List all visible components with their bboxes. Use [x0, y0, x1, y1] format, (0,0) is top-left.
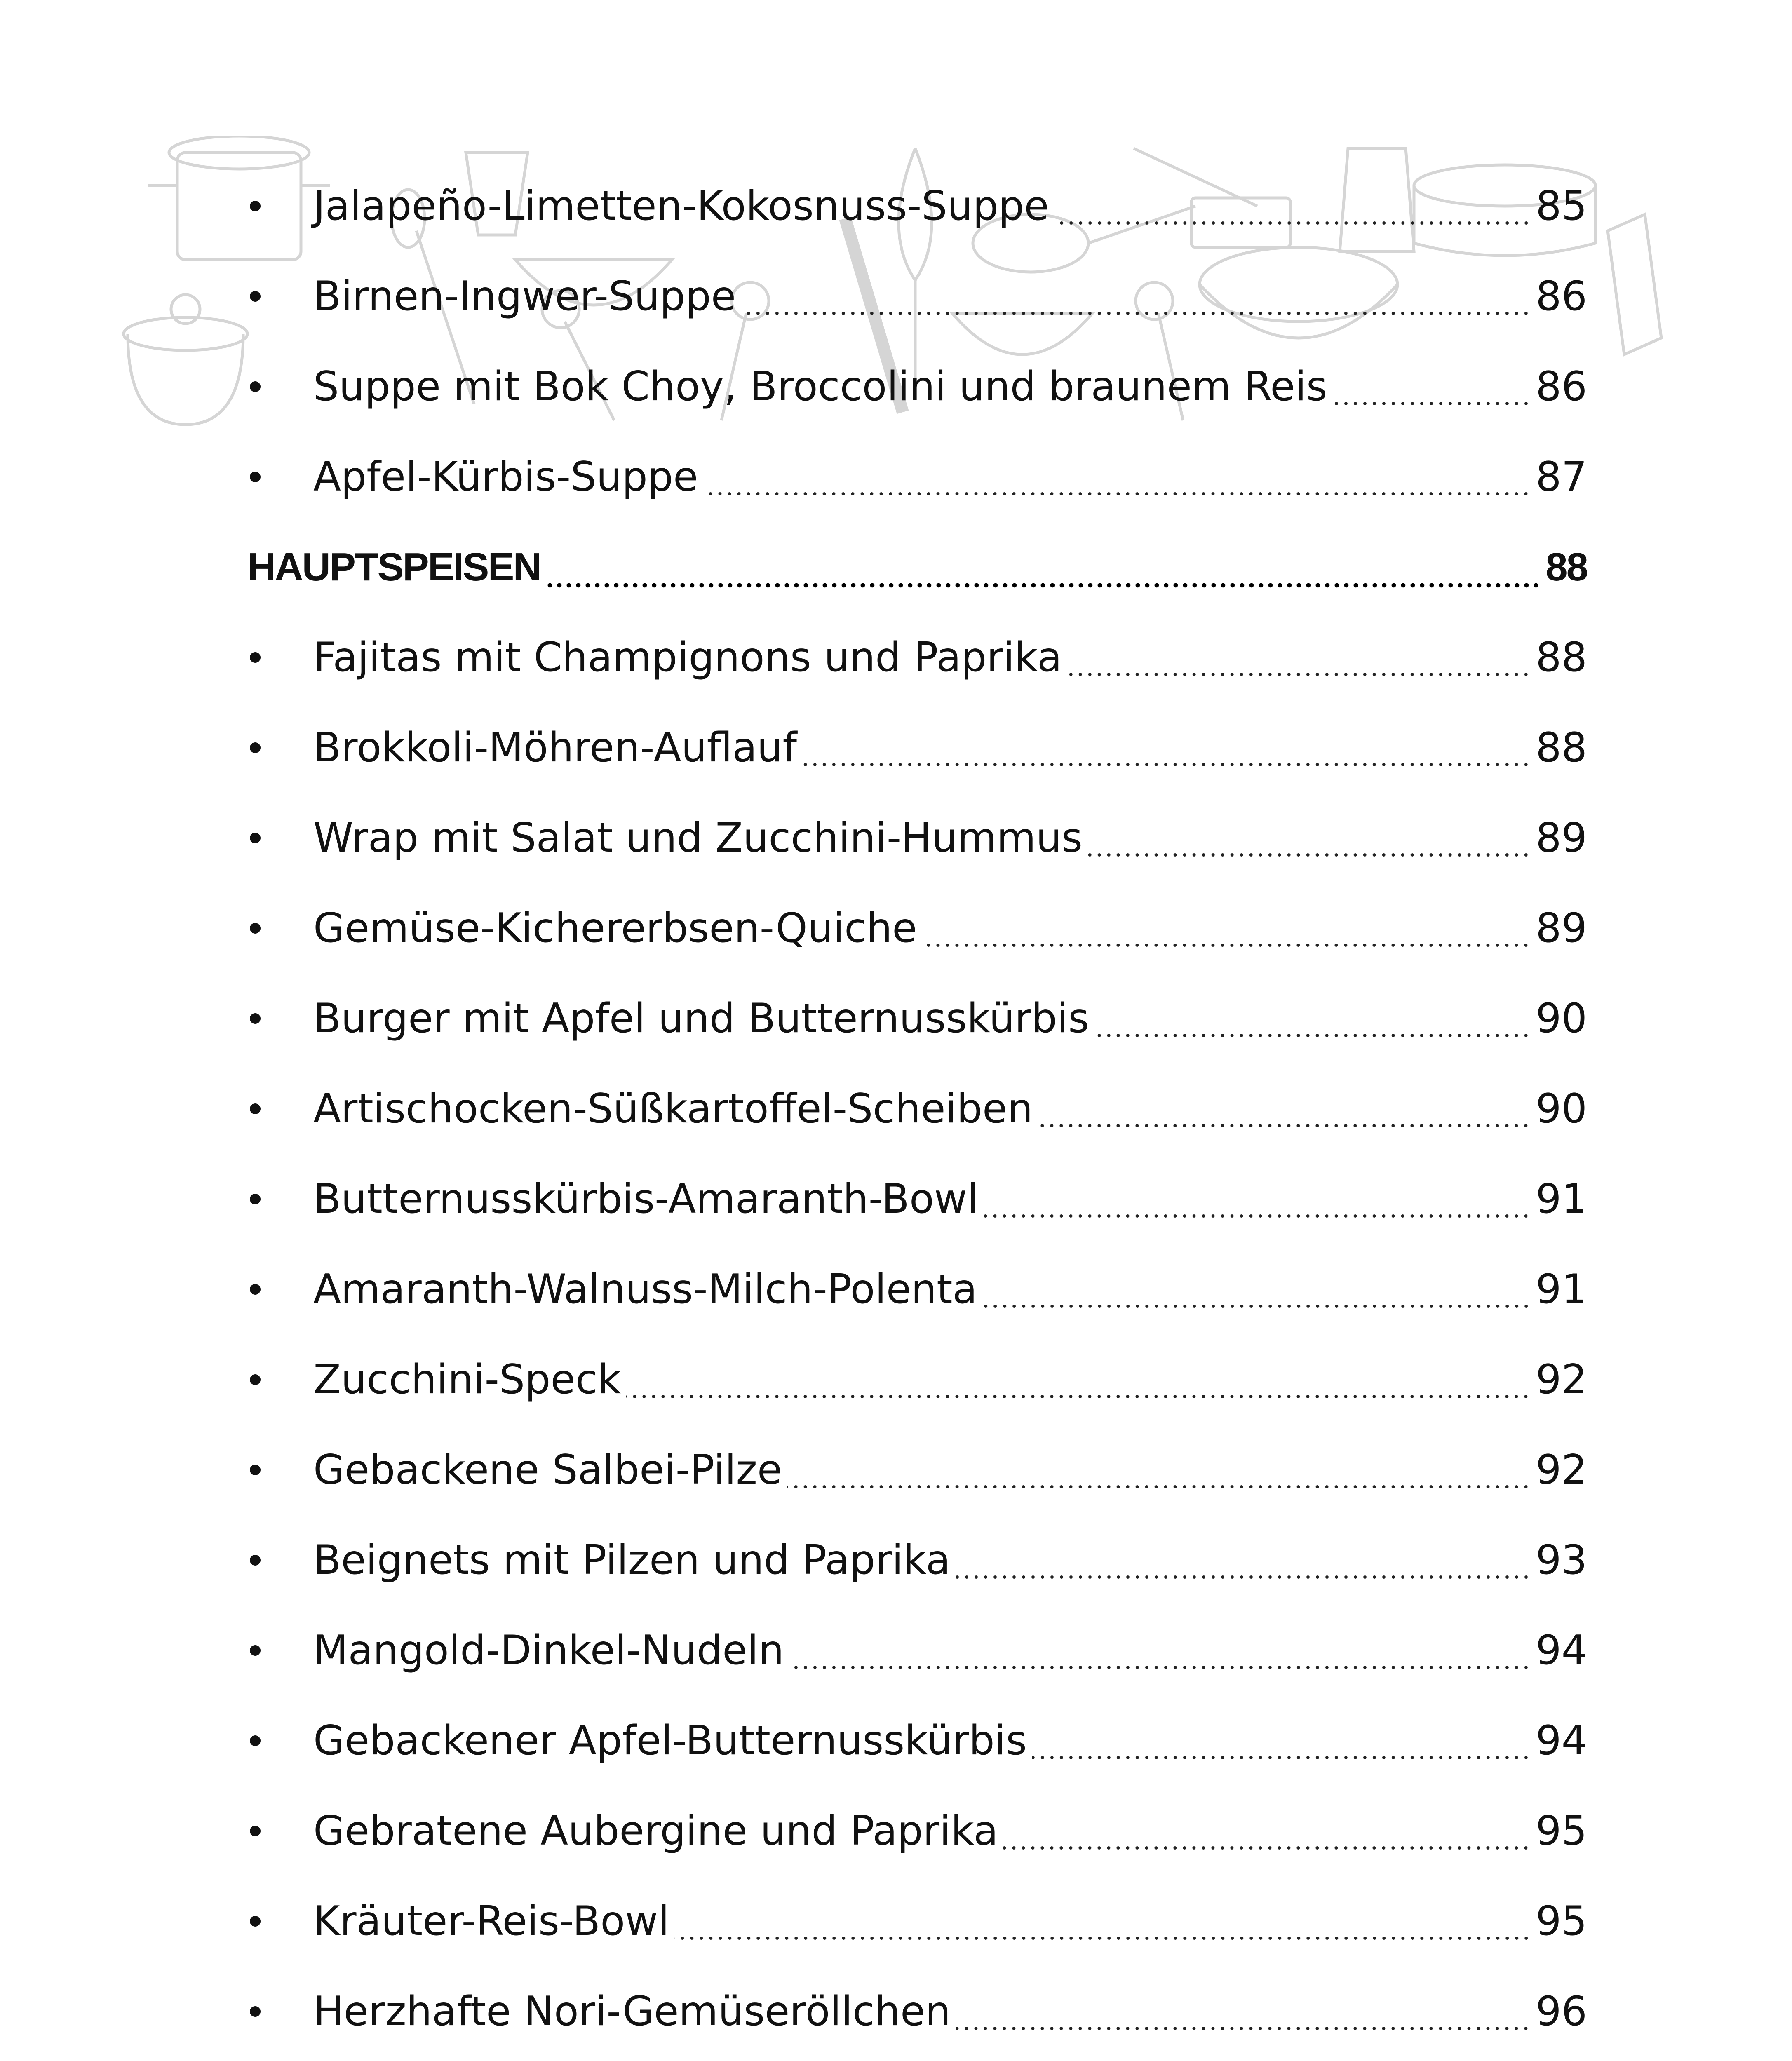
toc-entry[interactable] [247, 341, 1587, 432]
toc-entry[interactable] [247, 1154, 1587, 1244]
toc-entry[interactable] [247, 1695, 1587, 1786]
bullet-icon [250, 1645, 261, 1656]
bullet-icon [250, 1013, 261, 1024]
toc-entry[interactable] [247, 1515, 1587, 1605]
toc-entry[interactable] [247, 793, 1587, 883]
bullet-icon [250, 742, 261, 753]
bullet-icon [250, 1555, 261, 1566]
entry-title: Artischocken-Süßkartoffel-Scheiben [313, 1085, 1033, 1132]
page-number: 91 [1536, 1175, 1587, 1223]
dot-leader [741, 311, 1531, 316]
entry-title: Amaranth-Walnuss-Milch-Polenta [313, 1265, 977, 1313]
page-number: 90 [1536, 1085, 1587, 1132]
page-number: 89 [1536, 904, 1587, 952]
page-number: 91 [1536, 1265, 1587, 1313]
dot-leader [1038, 1123, 1531, 1128]
bullet-icon [250, 833, 261, 843]
dot-leader [626, 1394, 1531, 1399]
toc-entry[interactable] [247, 1966, 1587, 2056]
section-title: HAUPTSPEISEN [247, 545, 540, 589]
bullet-icon [250, 923, 261, 934]
bullet-icon [250, 381, 261, 392]
bullet-icon [250, 201, 261, 211]
entry-title: Mangold-Dinkel-Nudeln [313, 1627, 784, 1674]
entry-title: Herzhafte Nori-Gemüseröllchen [313, 1988, 951, 2035]
entry-title: Kräuter-Reis-Bowl [313, 1897, 669, 1945]
page-number: 89 [1536, 814, 1587, 861]
entry-title: Suppe mit Bok Choy, Broccolini und braunem Reis [313, 363, 1327, 410]
bullet-icon [250, 291, 261, 302]
dot-leader [1094, 1033, 1531, 1038]
entry-title: Gemüse-Kichererbsen-Quiche [313, 904, 917, 952]
bullet-icon [250, 1103, 261, 1114]
entry-title: Wrap mit Salat und Zucchini-Hummus [313, 814, 1083, 861]
bullet-icon [250, 652, 261, 663]
toc-entry[interactable] [247, 2056, 1587, 2061]
dot-leader [922, 943, 1531, 948]
entry-title: Zucchini-Speck [313, 1356, 621, 1403]
toc-entry[interactable] [247, 1876, 1587, 1966]
bullet-icon [250, 1916, 261, 1927]
entry-title: Apfel-Kürbis-Suppe [313, 453, 698, 500]
toc-entry[interactable] [247, 1786, 1587, 1876]
bullet-icon [250, 472, 261, 482]
page-number: 96 [1536, 1988, 1587, 2035]
page-number: 95 [1536, 1807, 1587, 1854]
page-number: 93 [1536, 1536, 1587, 1584]
page-number: 90 [1536, 995, 1587, 1042]
toc-entry[interactable] [247, 1425, 1587, 1515]
page-number: 94 [1536, 1717, 1587, 1764]
page-number: 86 [1536, 363, 1587, 410]
dot-leader [983, 1214, 1531, 1218]
page-number: 85 [1536, 182, 1587, 230]
dot-leader [956, 2026, 1531, 2031]
table-of-contents [247, 161, 1587, 2061]
toc-entry[interactable] [247, 1244, 1587, 1334]
bullet-icon [250, 1374, 261, 1385]
dot-leader [545, 582, 1541, 588]
dot-leader [787, 1484, 1531, 1489]
toc-entry[interactable] [247, 1334, 1587, 1425]
dot-leader [1054, 221, 1531, 225]
toc-entry[interactable] [247, 883, 1587, 973]
dot-leader [1067, 672, 1531, 677]
page-number: 86 [1536, 272, 1587, 320]
toc-entry[interactable] [247, 432, 1587, 522]
dot-leader [982, 1304, 1531, 1309]
toc-entry[interactable] [247, 973, 1587, 1063]
entry-title: Jalapeño-Limetten-Kokosnuss-Suppe [313, 182, 1049, 230]
page-number: 95 [1536, 1897, 1587, 1945]
dot-leader [802, 762, 1531, 767]
page-number: 88 [1536, 724, 1587, 771]
dot-leader [956, 1575, 1531, 1580]
toc-entry[interactable] [247, 612, 1587, 702]
entry-title: Birnen-Ingwer-Suppe [313, 272, 736, 320]
page-number: 88 [1536, 634, 1587, 681]
entry-title: Burger mit Apfel und Butternusskürbis [313, 995, 1090, 1042]
toc-entry[interactable] [247, 161, 1587, 251]
bullet-icon [250, 1465, 261, 1475]
dot-leader [1332, 401, 1531, 406]
page-number: 92 [1536, 1446, 1587, 1493]
entry-title: Butternusskürbis-Amaranth-Bowl [313, 1175, 979, 1223]
dot-leader [703, 491, 1531, 496]
bullet-icon [250, 1284, 261, 1295]
entry-title: Fajitas mit Champignons und Paprika [313, 634, 1062, 681]
toc-entry[interactable] [247, 702, 1587, 793]
toc-entry[interactable] [247, 251, 1587, 341]
toc-section-heading[interactable] [247, 522, 1587, 612]
entry-title: Beignets mit Pilzen und Paprika [313, 1536, 951, 1584]
dot-leader [1087, 852, 1531, 857]
bullet-icon [250, 2006, 261, 2017]
bullet-icon [250, 1194, 261, 1204]
page-number: 87 [1536, 453, 1587, 500]
bullet-icon [250, 1735, 261, 1746]
entry-title: Gebratene Aubergine und Paprika [313, 1807, 998, 1854]
dot-leader [1003, 1845, 1531, 1850]
bullet-icon [250, 1826, 261, 1836]
toc-entry[interactable] [247, 1063, 1587, 1154]
page-number: 94 [1536, 1627, 1587, 1674]
dot-leader [1032, 1755, 1531, 1760]
dot-leader [674, 1936, 1531, 1941]
dot-leader [789, 1665, 1531, 1670]
page-number: 92 [1536, 1356, 1587, 1403]
entry-title: Gebackene Salbei-Pilze [313, 1446, 782, 1493]
entry-title: Brokkoli-Möhren-Auflauf [313, 724, 797, 771]
page-number: 88 [1545, 545, 1587, 589]
toc-entry[interactable] [247, 1605, 1587, 1695]
entry-title: Gebackener Apfel-Butternusskürbis [313, 1717, 1027, 1764]
